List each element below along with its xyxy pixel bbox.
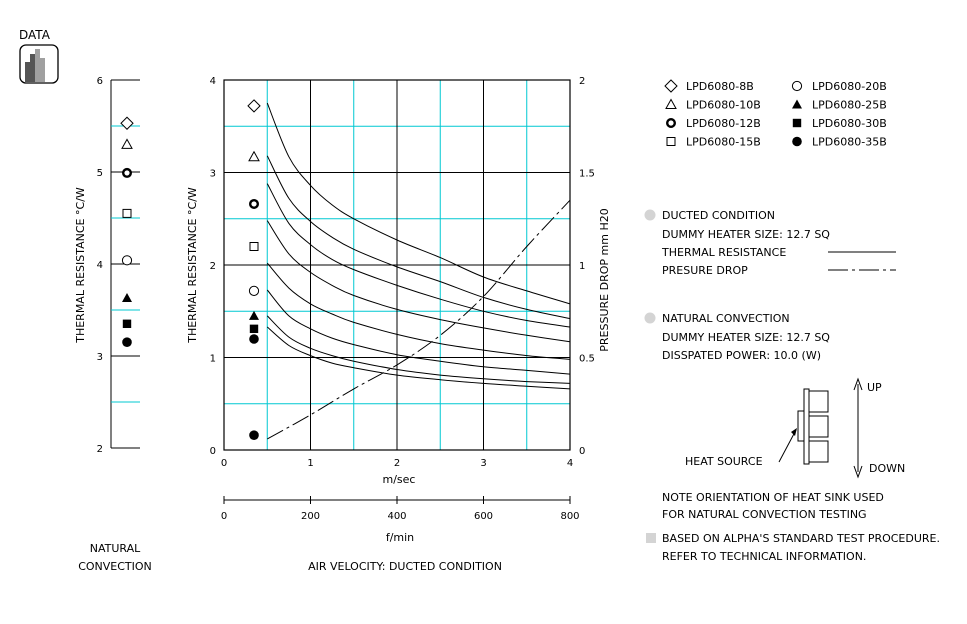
legend-label: LPD6080-8B bbox=[686, 80, 754, 93]
ducted-x2-tick: 800 bbox=[560, 511, 580, 522]
ducted-x2-tick: 0 bbox=[220, 511, 228, 522]
ducted-x-tick: 4 bbox=[566, 458, 574, 469]
orientation-note-2: FOR NATURAL CONVECTION TESTING bbox=[662, 508, 867, 521]
ducted-x2-tick: 400 bbox=[387, 511, 407, 522]
legend-item-lpd6080-20b bbox=[792, 80, 886, 93]
legend-marker-square-fill-icon bbox=[793, 119, 801, 127]
ducted-point-lpd6080-25b bbox=[249, 311, 259, 320]
ducted-y-axis-label: THERMAL RESISTANCE °C/W bbox=[186, 187, 199, 343]
natural-convection-chart bbox=[74, 76, 152, 573]
natural-y-axis-label: THERMAL RESISTANCE °C/W bbox=[74, 187, 87, 343]
legend-marker-square-open-icon bbox=[667, 138, 675, 146]
legend-label: LPD6080-30B bbox=[812, 117, 887, 130]
legend-marker-triangle-open-icon bbox=[666, 100, 676, 109]
natural-point-lpd6080-35b bbox=[122, 337, 132, 347]
thermal-line-lpd6080-15b bbox=[267, 221, 570, 342]
natural-y-tick: 2 bbox=[96, 444, 103, 455]
ducted-x-tick: 0 bbox=[220, 458, 228, 469]
thermal-line-lpd6080-30b bbox=[267, 316, 570, 384]
natural-y-tick: 5 bbox=[96, 168, 103, 179]
ducted-pressure: PRESURE DROP bbox=[662, 264, 748, 277]
pressure-drop-point bbox=[249, 430, 259, 440]
natural-title: NATURAL CONVECTION bbox=[662, 312, 790, 325]
legend-item-lpd6080-30b bbox=[793, 117, 887, 130]
legend-label: LPD6080-20B bbox=[812, 80, 887, 93]
ducted-x-axis-label: m/sec bbox=[382, 473, 416, 486]
ducted-y2-tick: 0 bbox=[579, 446, 586, 457]
ducted-bullet-icon bbox=[645, 210, 656, 221]
thermal-line-lpd6080-10b bbox=[267, 156, 570, 319]
natural-power: DISSPATED POWER: 10.0 (W) bbox=[662, 349, 821, 362]
ducted-x2-axis-label: f/min bbox=[385, 531, 415, 544]
standard-bullet-icon bbox=[646, 533, 656, 543]
ducted-x2-tick: 600 bbox=[473, 511, 494, 522]
legend-marker-circle-bold-icon bbox=[667, 119, 675, 127]
pressure-drop-line bbox=[267, 200, 570, 439]
ducted-condition-chart bbox=[186, 76, 611, 573]
ducted-y-tick: 2 bbox=[209, 261, 216, 272]
legend-marker-circle-open-icon bbox=[792, 81, 801, 90]
heat-sink-fin-bottom bbox=[809, 441, 828, 462]
standard-note-2: REFER TO TECHNICAL INFORMATION. bbox=[662, 550, 867, 563]
natural-point-lpd6080-8b bbox=[121, 117, 133, 129]
ducted-y-tick: 1 bbox=[209, 353, 216, 365]
legend-item-lpd6080-10b bbox=[666, 99, 761, 112]
ducted-x2-tick: 200 bbox=[300, 511, 321, 522]
natural-bullet-icon bbox=[645, 313, 656, 324]
heat-source-leader bbox=[779, 430, 796, 462]
ducted-y2-tick: 1.5 bbox=[579, 168, 595, 180]
thermal-line-lpd6080-25b bbox=[267, 290, 570, 374]
heat-sink-fin-middle bbox=[809, 416, 828, 437]
ducted-thermal: THERMAL RESISTANCE bbox=[662, 246, 787, 259]
ducted-point-lpd6080-35b bbox=[249, 334, 259, 344]
natural-point-lpd6080-30b bbox=[123, 320, 131, 328]
ducted-y-tick: 0 bbox=[209, 446, 216, 457]
legend-label: LPD6080-12B bbox=[686, 117, 761, 130]
natural-point-lpd6080-25b bbox=[122, 293, 132, 302]
heat-source-block bbox=[798, 411, 804, 441]
ducted-y-tick: 3 bbox=[209, 168, 216, 180]
natural-caption-line-1: NATURAL bbox=[89, 542, 141, 555]
legend-marker-triangle-fill-icon bbox=[792, 100, 802, 109]
heat-source-label: HEAT SOURCE bbox=[685, 455, 763, 468]
ducted-y2-tick: 2 bbox=[579, 76, 586, 87]
natural-point-lpd6080-15b bbox=[123, 209, 131, 217]
data-logo bbox=[19, 28, 58, 83]
standard-note-1: BASED ON ALPHA'S STANDARD TEST PROCEDURE. bbox=[662, 532, 940, 545]
natural-y-tick: 6 bbox=[96, 76, 103, 87]
legend-item-lpd6080-35b bbox=[792, 136, 887, 149]
legend-marker-circle-fill-icon bbox=[792, 137, 802, 147]
legend-marker-diamond-open-icon bbox=[665, 80, 677, 92]
ducted-title: DUCTED CONDITION bbox=[662, 209, 775, 222]
model-legend bbox=[665, 80, 887, 149]
ducted-point-lpd6080-15b bbox=[250, 243, 258, 251]
legend-item-lpd6080-15b bbox=[667, 136, 761, 149]
natural-heater: DUMMY HEATER SIZE: 12.7 SQ bbox=[662, 331, 830, 344]
ducted-y2-axis-label: PRESSURE DROP mm H20 bbox=[598, 208, 611, 352]
ducted-y2-tick: 1 bbox=[579, 261, 586, 272]
up-label: UP bbox=[867, 381, 882, 394]
ducted-notes bbox=[645, 209, 897, 277]
ducted-point-lpd6080-10b bbox=[249, 152, 259, 161]
legend-item-lpd6080-8b bbox=[665, 80, 754, 93]
orientation-note-1: NOTE ORIENTATION OF HEAT SINK USED bbox=[662, 491, 884, 504]
logo-bars-icon bbox=[25, 49, 45, 82]
ducted-point-lpd6080-20b bbox=[249, 286, 258, 295]
ducted-point-lpd6080-30b bbox=[250, 325, 258, 333]
natural-point-lpd6080-20b bbox=[122, 256, 131, 265]
heat-sink-diagram bbox=[685, 379, 905, 477]
footer-notes bbox=[646, 491, 940, 563]
natural-point-lpd6080-12b bbox=[123, 169, 131, 177]
ducted-point-lpd6080-8b bbox=[248, 100, 260, 112]
ducted-point-lpd6080-12b bbox=[250, 200, 258, 208]
down-label: DOWN bbox=[869, 462, 906, 475]
logo-title: DATA bbox=[19, 28, 50, 42]
heat-sink-fin-top bbox=[809, 391, 828, 412]
legend-label: LPD6080-15B bbox=[686, 135, 761, 149]
legend-item-lpd6080-25b bbox=[792, 99, 887, 112]
ducted-x-tick: 1 bbox=[307, 458, 314, 469]
ducted-y2-tick: 0.5 bbox=[579, 353, 595, 365]
heat-source-arrow-icon bbox=[791, 428, 797, 436]
legend-label: LPD6080-25B bbox=[812, 98, 887, 112]
natural-y-tick: 4 bbox=[96, 260, 103, 271]
legend-label: LPD6080-35B bbox=[812, 135, 887, 149]
legend-item-lpd6080-12b bbox=[667, 117, 761, 130]
natural-y-tick: 3 bbox=[96, 352, 103, 363]
ducted-y-tick: 4 bbox=[209, 76, 216, 87]
natural-caption-line-2: CONVECTION bbox=[78, 560, 152, 573]
heat-sink-base bbox=[804, 389, 809, 464]
natural-point-lpd6080-10b bbox=[122, 139, 132, 148]
ducted-caption: AIR VELOCITY: DUCTED CONDITION bbox=[308, 560, 502, 573]
ducted-x-tick: 3 bbox=[480, 458, 487, 469]
ducted-x-tick: 2 bbox=[393, 458, 401, 469]
ducted-heater: DUMMY HEATER SIZE: 12.7 SQ bbox=[662, 228, 830, 241]
legend-label: LPD6080-10B bbox=[686, 98, 761, 112]
natural-notes bbox=[645, 312, 831, 362]
